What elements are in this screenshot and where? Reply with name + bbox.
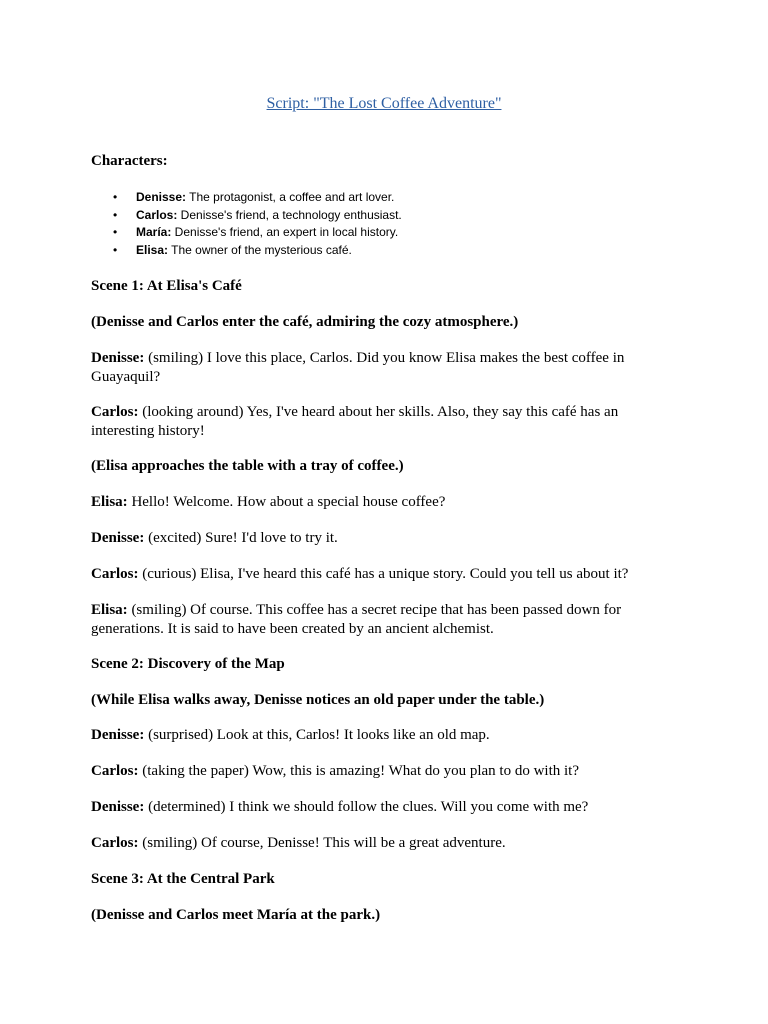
dialogue-line: [91, 349, 651, 386]
dialogue-line: [91, 726, 651, 745]
speaker-name: Denisse:: [91, 727, 145, 743]
speaker-name: Denisse:: [91, 530, 145, 546]
characters-heading: Characters:: [91, 153, 168, 169]
character-desc: Denisse's friend, an expert in local history.: [171, 225, 399, 239]
character-item: [91, 207, 402, 225]
dialogue-line: [91, 529, 651, 548]
dialogue-text: (curious) Elisa, I've heard this café has a unique story. Could you tell us about it?: [138, 566, 629, 582]
script-title: Script: "The Lost Coffee Adventure": [266, 95, 502, 112]
dialogue-line: [91, 403, 651, 440]
dialogue-text: (excited) Sure! I'd love to try it.: [144, 530, 338, 546]
character-item: [91, 242, 402, 260]
speaker-name: Denisse:: [91, 799, 145, 815]
characters-list: [91, 189, 402, 259]
stage-direction: (While Elisa walks away, Denisse notices an old paper under the table.): [91, 692, 545, 708]
speaker-name: Elisa:: [91, 494, 128, 510]
scene-heading: Scene 1: At Elisa's Café: [91, 278, 242, 294]
character-desc: The owner of the mysterious café.: [168, 242, 352, 257]
dialogue-line: [91, 565, 651, 584]
dialogue-line: [91, 834, 651, 853]
scene-heading: Scene 3: At the Central Park: [91, 871, 275, 887]
dialogue-line: [91, 798, 651, 817]
scene-heading: Scene 2: Discovery of the Map: [91, 656, 285, 672]
dialogue-text: (looking around) Yes, I've heard about her skills. Also, they say this café has an interesting history!: [91, 404, 619, 439]
stage-direction: (Elisa approaches the table with a tray of coffee.): [91, 458, 404, 474]
speaker-name: Carlos:: [91, 763, 139, 779]
dialogue-line: [91, 493, 651, 512]
character-item: [91, 224, 402, 242]
speaker-name: Carlos:: [91, 566, 139, 582]
dialogue-text: (smiling) Of course. This coffee has a secret recipe that has been passed down for generations. It is said to have been created by an ancient alchemist.: [91, 602, 622, 637]
dialogue-text: Hello! Welcome. How about a special house coffee?: [127, 494, 446, 510]
character-item: [91, 189, 402, 207]
stage-direction: (Denisse and Carlos enter the café, admiring the cozy atmosphere.): [91, 314, 519, 330]
dialogue-text: (taking the paper) Wow, this is amazing! What do you plan to do with it?: [138, 763, 580, 779]
dialogue-text: (smiling) I love this place, Carlos. Did you know Elisa makes the best coffee in Guayaquil?: [91, 350, 625, 385]
dialogue-text: (smiling) Of course, Denisse! This will be a great adventure.: [138, 835, 506, 851]
speaker-name: Elisa:: [91, 602, 128, 618]
dialogue-text: (surprised) Look at this, Carlos! It looks like an old map.: [144, 727, 490, 743]
dialogue-line: [91, 762, 651, 781]
stage-direction: (Denisse and Carlos meet María at the park.): [91, 907, 381, 923]
speaker-name: Carlos:: [91, 835, 139, 851]
dialogue-line: [91, 601, 651, 638]
character-name: Elisa:: [136, 242, 169, 257]
dialogue-text: (determined) I think we should follow the clues. Will you come with me?: [144, 799, 589, 815]
character-desc: The protagonist, a coffee and art lover.: [186, 190, 395, 204]
character-name: Carlos:: [136, 207, 178, 222]
character-desc: Denisse's friend, a technology enthusiast.: [177, 207, 402, 222]
character-name: Denisse:: [136, 190, 187, 204]
speaker-name: Carlos:: [91, 404, 139, 420]
character-name: María:: [136, 225, 172, 239]
speaker-name: Denisse:: [91, 350, 145, 366]
